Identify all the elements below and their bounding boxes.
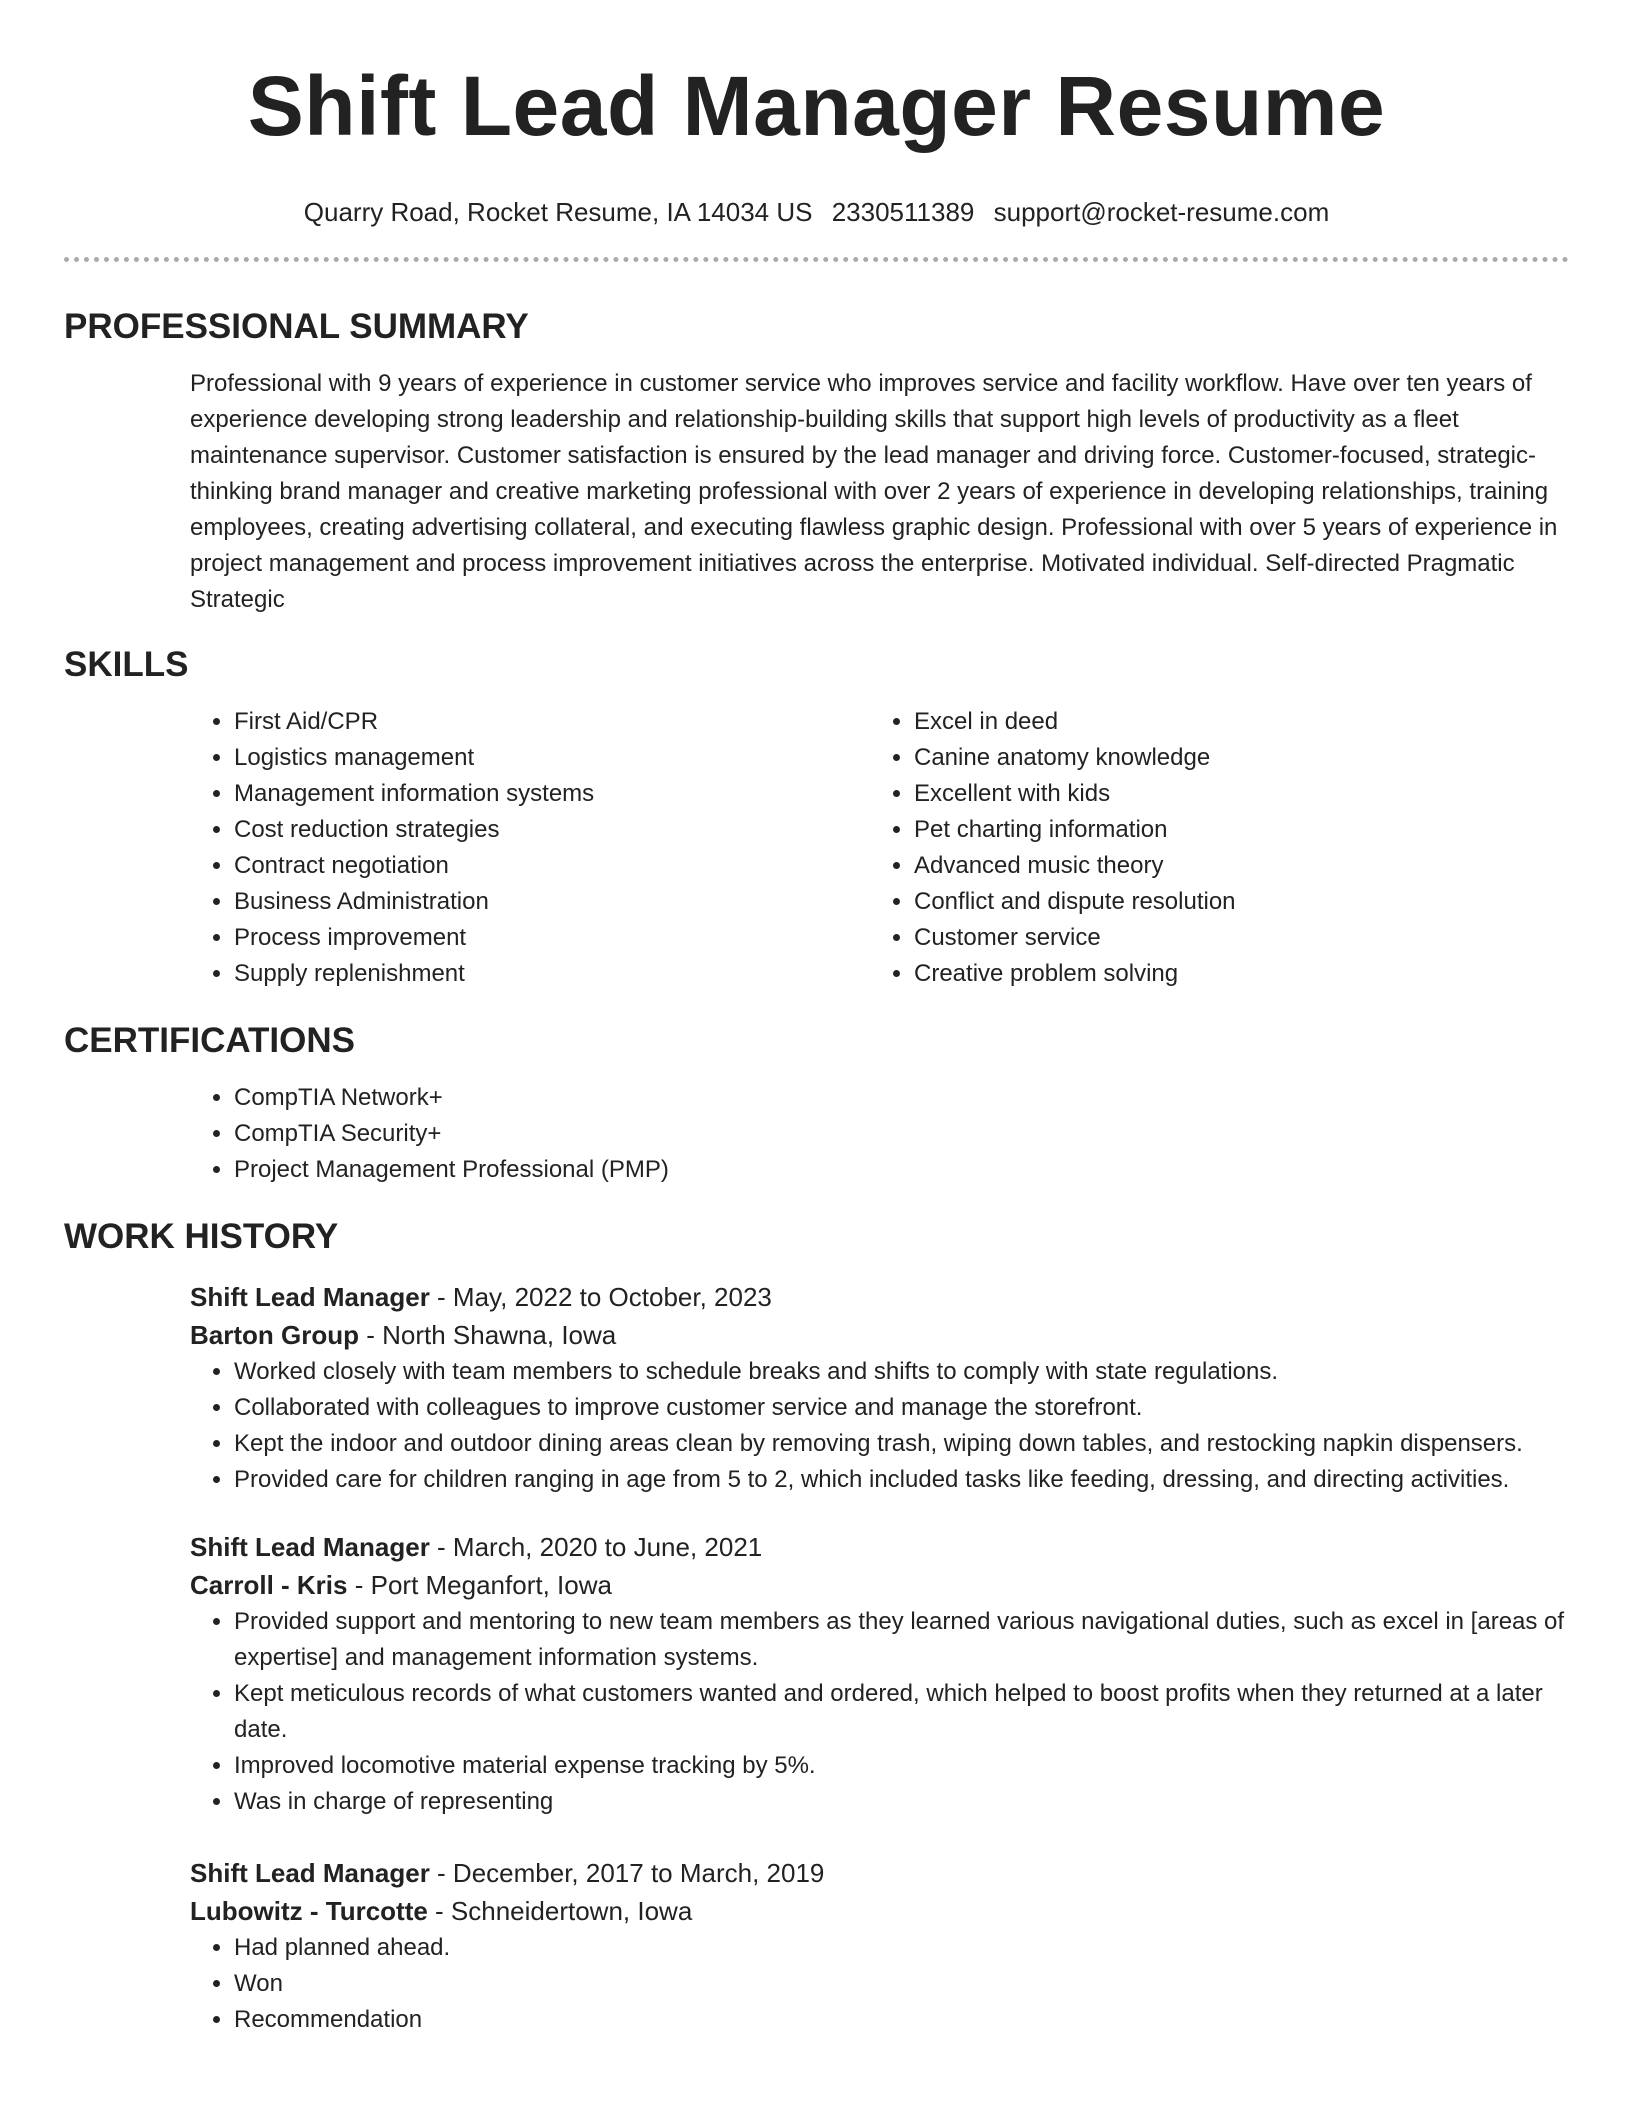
job-duty: • Provided care for children ranging in age from 5 to 2, which included tasks like feeding, dressing, and directing activities. <box>234 1462 1569 1498</box>
summary-heading: PROFESSIONAL SUMMARY <box>64 307 529 346</box>
job-company-line <box>190 1316 1569 1354</box>
job-duty: • Provided support and mentoring to new team members as they learned various navigational duties, such as excel in [areas of expertise] and management information systems. <box>234 1604 1569 1676</box>
skill-item: • Contract negotiation <box>234 848 870 884</box>
skill-item: • Logistics management <box>234 740 870 776</box>
skills-grid <box>190 704 1569 992</box>
skills-column-left <box>190 704 870 992</box>
job-location: - Schneidertown, Iowa <box>427 1896 693 1926</box>
skill-item: • Supply replenishment <box>234 956 870 992</box>
certification-item: • Project Management Professional (PMP) <box>234 1152 1569 1188</box>
contact-address: Quarry Road, Rocket Resume, IA 14034 US <box>303 197 813 227</box>
job-company: Carroll - Kris <box>190 1570 348 1600</box>
certifications-list <box>190 1080 1569 1188</box>
job-company: Lubowitz - Turcotte <box>190 1896 428 1926</box>
job-dates: - March, 2020 to June, 2021 <box>429 1532 763 1562</box>
skill-item: • Process improvement <box>234 920 870 956</box>
job-duty: • Kept meticulous records of what customers wanted and ordered, which helped to boost profits when they returned at a later date. <box>234 1676 1569 1748</box>
certifications-heading: CERTIFICATIONS <box>64 1021 356 1060</box>
skills-list-left <box>190 704 870 992</box>
job-duty: • Kept the indoor and outdoor dining areas clean by removing trash, wiping down tables, and restocking napkin dispensers. <box>234 1426 1569 1462</box>
job-entry <box>190 1854 1569 2038</box>
skill-item: • Conflict and dispute resolution <box>914 884 1550 920</box>
job-entry <box>190 1278 1569 1498</box>
skill-item: • Creative problem solving <box>914 956 1550 992</box>
skills-column-right <box>870 704 1550 992</box>
resume-page <box>64 0 1569 2038</box>
skills-list-right <box>870 704 1550 992</box>
contact-phone: 2330511389 <box>831 197 975 227</box>
job-title: Shift Lead Manager <box>190 1532 430 1562</box>
resume-title: Shift Lead Manager Resume <box>247 59 1386 153</box>
skill-item: • Excel in deed <box>914 704 1550 740</box>
header-divider <box>64 257 1569 262</box>
job-duty: • Was in charge of representing <box>234 1784 1569 1820</box>
job-company-line <box>190 1566 1569 1604</box>
job-title-line <box>190 1528 1569 1566</box>
skills-heading: SKILLS <box>64 645 189 684</box>
job-company-line <box>190 1892 1569 1930</box>
skill-item: • Business Administration <box>234 884 870 920</box>
job-company: Barton Group <box>190 1320 359 1350</box>
skill-item: • Cost reduction strategies <box>234 812 870 848</box>
job-duty: • Recommendation <box>234 2002 1569 2038</box>
job-duty: • Had planned ahead. <box>234 1930 1569 1966</box>
work-history-heading: WORK HISTORY <box>64 1217 339 1256</box>
job-duties <box>190 1354 1569 1498</box>
job-entry <box>190 1528 1569 1820</box>
job-title-line <box>190 1278 1569 1316</box>
job-duty: • Collaborated with colleagues to improve customer service and manage the storefront. <box>234 1390 1569 1426</box>
skill-item: • Management information systems <box>234 776 870 812</box>
job-location: - Port Meganfort, Iowa <box>347 1570 612 1600</box>
summary-text: Professional with 9 years of experience in customer service who improves service and facility workflow. Have over ten years of experience developing strong leadership and relationship-building skills that support high levels of productivity as a fleet maintenance supervisor. Customer satisfaction is ensured by the lead manager and driving force. Customer-focused, strategic-thinking brand manager and creative marketing professional with over 2 years of experience in developing relationships, training employees, creating advertising collateral, and executing flawless graphic design. Professional with over 5 years of experience in project management and process improvement initiatives across the enterprise. Motivated individual. Self-directed Pragmatic Strategic <box>190 370 1558 613</box>
skill-item: • Canine anatomy knowledge <box>914 740 1550 776</box>
job-duties <box>190 1604 1569 1820</box>
contact-email: support@rocket-resume.com <box>993 197 1330 227</box>
job-duty: • Won <box>234 1966 1569 2002</box>
job-duty: • Worked closely with team members to schedule breaks and shifts to comply with state regulations. <box>234 1354 1569 1390</box>
job-title: Shift Lead Manager <box>190 1282 430 1312</box>
job-title: Shift Lead Manager <box>190 1858 430 1888</box>
skill-item: • Advanced music theory <box>914 848 1550 884</box>
job-duty: • Improved locomotive material expense tracking by 5%. <box>234 1748 1569 1784</box>
job-title-line <box>190 1854 1569 1892</box>
contact-info <box>64 196 1569 228</box>
skill-item: • Pet charting information <box>914 812 1550 848</box>
job-duties <box>190 1930 1569 2038</box>
job-location: - North Shawna, Iowa <box>359 1320 617 1350</box>
certifications-bullets <box>190 1080 1569 1188</box>
skill-item: • Customer service <box>914 920 1550 956</box>
certification-item: • CompTIA Security+ <box>234 1116 1569 1152</box>
skill-item: • Excellent with kids <box>914 776 1550 812</box>
job-dates: - May, 2022 to October, 2023 <box>429 1282 772 1312</box>
skill-item: • First Aid/CPR <box>234 704 870 740</box>
job-dates: - December, 2017 to March, 2019 <box>429 1858 825 1888</box>
certification-item: • CompTIA Network+ <box>234 1080 1569 1116</box>
